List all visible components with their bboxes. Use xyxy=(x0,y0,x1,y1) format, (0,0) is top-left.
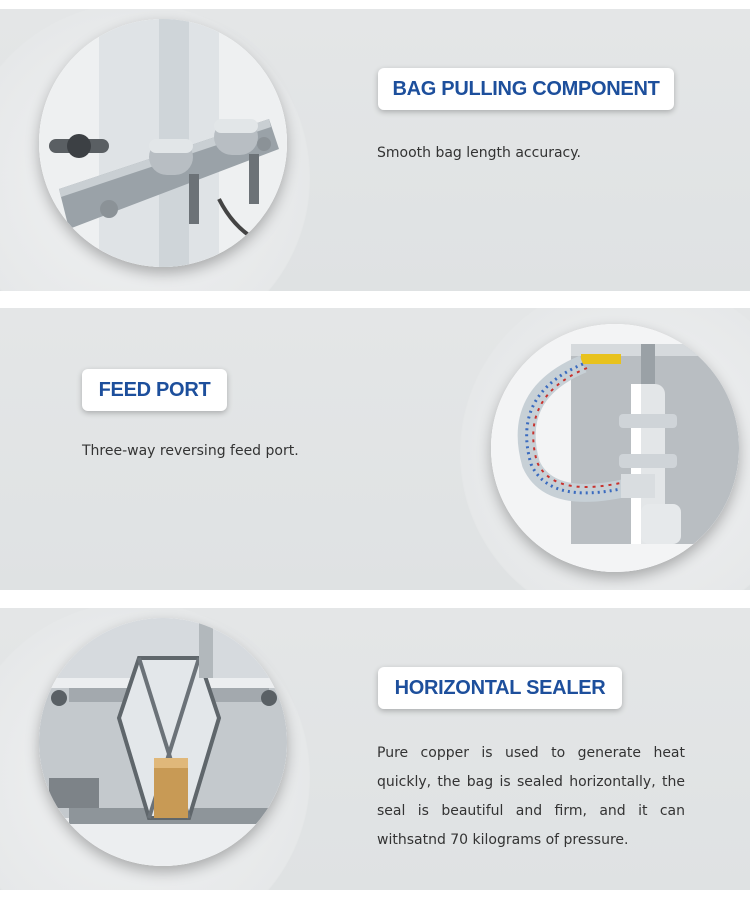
bag-pulling-description: Smooth bag length accuracy. xyxy=(377,145,581,161)
feed-port-title-text: FEED PORT xyxy=(98,378,211,401)
section-feed-port xyxy=(0,308,750,590)
horizontal-sealer-photo xyxy=(39,618,287,866)
bag-pulling-title xyxy=(378,68,674,110)
feed-port-photo xyxy=(491,324,739,572)
bag-pulling-photo xyxy=(39,19,287,267)
feed-port-title xyxy=(82,369,227,411)
section-bag-pulling xyxy=(0,9,750,291)
section-horizontal-sealer xyxy=(0,608,750,890)
horizontal-sealer-title xyxy=(378,667,622,709)
feed-port-description: Three-way reversing feed port. xyxy=(82,443,299,459)
horizontal-sealer-description: Pure copper is used to generate heat quickly, the bag is sealed horizontally, the seal is beautiful and firm, and it can withsatnd 70 kilograms of pressure. xyxy=(377,745,685,848)
horizontal-sealer-title-text: HORIZONTAL SEALER xyxy=(394,676,606,699)
bag-pulling-title-text: BAG PULLING COMPONENT xyxy=(392,77,660,100)
